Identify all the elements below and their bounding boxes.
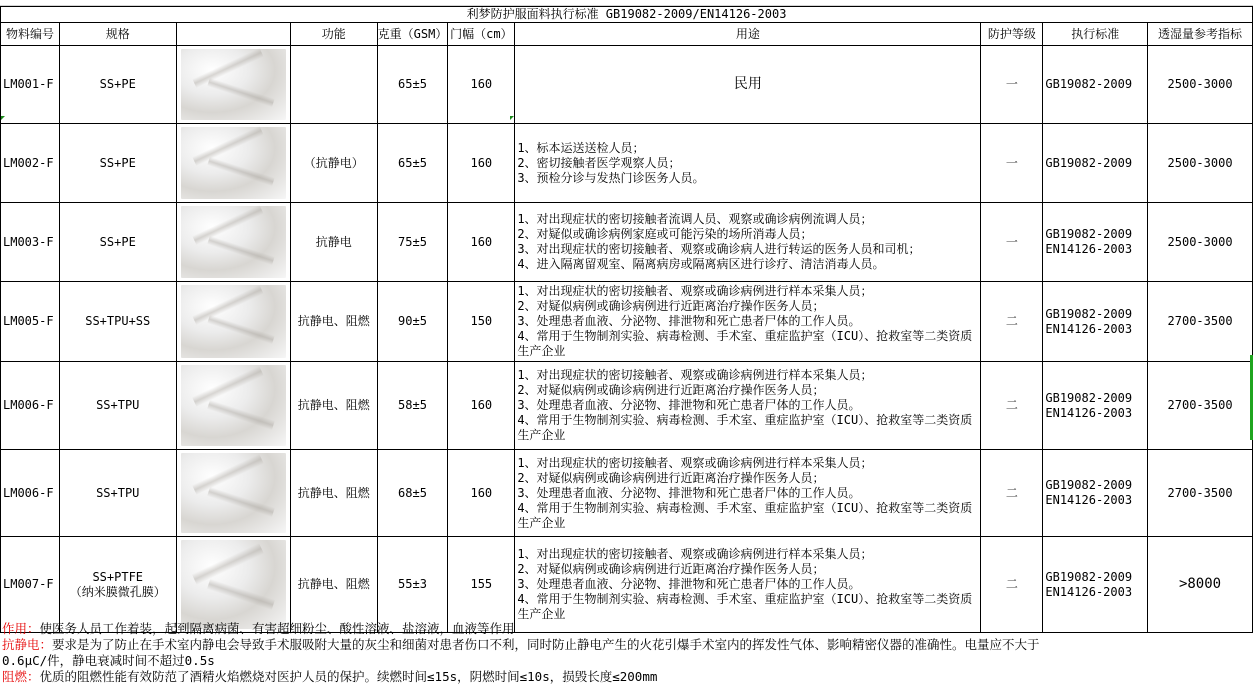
row-weight-cell[interactable]: 75±5 — [377, 203, 448, 282]
row-standard-cell[interactable]: GB19082-2009 — [1043, 124, 1148, 203]
row-width-cell[interactable]: 155 — [448, 537, 515, 633]
row-image-cell[interactable] — [176, 124, 290, 203]
row-weight-cell[interactable]: 65±5 — [377, 46, 448, 124]
row-function-cell[interactable]: （抗静电） — [290, 124, 377, 203]
row-weight-cell[interactable]: 68±5 — [377, 450, 448, 537]
row-moisture-cell[interactable]: 2500-3000 — [1148, 124, 1253, 203]
header-image[interactable] — [176, 23, 290, 46]
table-row — [1, 124, 1253, 203]
note-line — [0, 653, 1253, 669]
note-label: 抗静电： — [2, 637, 53, 652]
row-function-cell[interactable]: 抗静电、阻燃 — [290, 450, 377, 537]
row-function-cell[interactable]: 抗静电 — [290, 203, 377, 282]
table-row — [1, 362, 1253, 450]
row-function-cell[interactable]: 抗静电、阻燃 — [290, 362, 377, 450]
row-standard-cell[interactable]: GB19082-2009 — [1043, 46, 1148, 124]
row-spec-cell[interactable]: SS+PE — [59, 124, 176, 203]
header-use[interactable]: 用途 — [515, 23, 981, 46]
row-use-cell[interactable]: 1、对出现症状的密切接触者、观察或确诊病例进行样本采集人员； 2、对疑似病例或确诊病例进行近距离治疗操作医务人员； 3、处理患者血液、分泌物、排泄物和死亡患者尸体的工作人员。 4、常用于生物制剂实验、病毒检测、手术室、重症监护室（ICU）、抢救室等二类资质生产企业 — [515, 282, 981, 362]
row-moisture-cell[interactable]: 2700-3500 — [1148, 282, 1253, 362]
note-label: 阻燃： — [2, 669, 40, 684]
row-weight-cell[interactable]: 90±5 — [377, 282, 448, 362]
row-spec-cell[interactable]: SS+PTFE （纳米膜微孔膜） — [59, 537, 176, 633]
table-row — [1, 537, 1253, 633]
row-width-cell[interactable]: 160 — [448, 450, 515, 537]
note-text: 使医务人员工作着装，起到隔离病菌、有害超细粉尘、酸性溶液、盐溶液，血液等作用 — [39, 621, 515, 636]
row-standard-cell[interactable]: GB19082-2009 EN14126-2003 — [1043, 450, 1148, 537]
row-use-cell[interactable]: 1、标本运送送检人员； 2、密切接触者医学观察人员； 3、预检分诊与发热门诊医务人员。 — [515, 124, 981, 203]
row-image-cell[interactable] — [176, 46, 290, 124]
row-image-cell[interactable] — [176, 450, 290, 537]
note-line — [0, 669, 1253, 685]
row-standard-cell[interactable]: GB19082-2009 EN14126-2003 — [1043, 203, 1148, 282]
row-moisture-cell[interactable]: 2500-3000 — [1148, 203, 1253, 282]
row-weight-cell[interactable]: 55±3 — [377, 537, 448, 633]
header-weight[interactable]: 克重（GSM） — [377, 23, 448, 46]
fabric-sample-image[interactable] — [181, 206, 286, 278]
row-spec-cell[interactable]: SS+TPU+SS — [59, 282, 176, 362]
row-moisture-cell[interactable]: 2700-3500 — [1148, 362, 1253, 450]
row-moisture-cell[interactable]: >8000 — [1148, 537, 1253, 633]
row-function-cell[interactable]: 抗静电、阻燃 — [290, 282, 377, 362]
row-moisture-cell[interactable]: 2700-3500 — [1148, 450, 1253, 537]
row-image-cell[interactable] — [176, 537, 290, 633]
row-code-cell[interactable]: LM006-F — [1, 362, 60, 450]
comment-marker — [1, 116, 5, 120]
row-standard-cell[interactable]: GB19082-2009 EN14126-2003 — [1043, 362, 1148, 450]
note-line — [0, 621, 1253, 637]
row-spec-cell[interactable]: SS+PE — [59, 46, 176, 124]
row-width-cell[interactable]: 150 — [448, 282, 515, 362]
row-level-cell[interactable]: 一 — [981, 46, 1043, 124]
row-use-cell[interactable]: 1、对出现症状的密切接触者、观察或确诊病例进行样本采集人员； 2、对疑似病例或确诊病例进行近距离治疗操作医务人员； 3、处理患者血液、分泌物、排泄物和死亡患者尸体的工作人员。 4、常用于生物制剂实验、病毒检测、手术室、重症监护室（ICU）、抢救室等二类资质生产企业 — [515, 537, 981, 633]
row-image-cell[interactable] — [176, 203, 290, 282]
row-moisture-cell[interactable]: 2500-3000 — [1148, 46, 1253, 124]
row-standard-cell[interactable]: GB19082-2009 EN14126-2003 — [1043, 537, 1148, 633]
row-function-cell[interactable]: 抗静电、阻燃 — [290, 537, 377, 633]
note-label: 作用： — [2, 621, 40, 636]
row-use-cell[interactable]: 民用 — [515, 46, 981, 124]
table-row — [1, 203, 1253, 282]
row-use-cell[interactable]: 1、对出现症状的密切接触者、观察或确诊病例进行样本采集人员； 2、对疑似病例或确诊病例进行近距离治疗操作医务人员； 3、处理患者血液、分泌物、排泄物和死亡患者尸体的工作人员。 4、常用于生物制剂实验、病毒检测、手术室、重症监护室（ICU）、抢救室等二类资质生产企业 — [515, 450, 981, 537]
row-spec-cell[interactable]: SS+PE — [59, 203, 176, 282]
header-code[interactable]: 物料编号 — [1, 23, 60, 46]
row-level-cell[interactable]: 二 — [981, 450, 1043, 537]
row-width-cell[interactable]: 160 — [448, 46, 515, 124]
table-title[interactable]: 利梦防护服面料执行标准 GB19082-2009/EN14126-2003 — [1, 7, 1253, 23]
row-weight-cell[interactable]: 58±5 — [377, 362, 448, 450]
notes-section — [0, 621, 1253, 685]
row-spec-cell[interactable]: SS+TPU — [59, 450, 176, 537]
row-image-cell[interactable] — [176, 362, 290, 450]
header-level[interactable]: 防护等级 — [981, 23, 1043, 46]
row-code-cell[interactable]: LM005-F — [1, 282, 60, 362]
row-spec-cell[interactable]: SS+TPU — [59, 362, 176, 450]
fabric-sample-image[interactable] — [181, 49, 286, 120]
row-code-cell[interactable]: LM003-F — [1, 203, 60, 282]
table-body — [1, 46, 1253, 633]
row-level-cell[interactable]: 二 — [981, 537, 1043, 633]
row-code-cell[interactable]: LM007-F — [1, 537, 60, 633]
header-row — [1, 23, 1253, 46]
row-level-cell[interactable]: 一 — [981, 124, 1043, 203]
header-standard[interactable]: 执行标准 — [1043, 23, 1148, 46]
comment-marker — [510, 116, 514, 120]
row-level-cell[interactable]: 二 — [981, 282, 1043, 362]
row-code-cell[interactable]: LM002-F — [1, 124, 60, 203]
header-function[interactable]: 功能 — [290, 23, 377, 46]
row-width-cell[interactable]: 160 — [448, 362, 515, 450]
row-use-cell[interactable]: 1、对出现症状的密切接触者流调人员、观察或确诊病例流调人员； 2、对疑似或确诊病例家庭或可能污染的场所消毒人员； 3、对出现症状的密切接触者、观察或确诊病人进行转运的医务人员和司机； 4、进入隔离留观室、隔离病房或隔离病区进行诊疗、清洁消毒人员。 — [515, 203, 981, 282]
row-use-cell[interactable]: 1、对出现症状的密切接触者、观察或确诊病例进行样本采集人员； 2、对疑似病例或确诊病例进行近距离治疗操作医务人员； 3、处理患者血液、分泌物、排泄物和死亡患者尸体的工作人员。 4、常用于生物制剂实验、病毒检测、手术室、重症监护室（ICU）、抢救室等二类资质生产企业 — [515, 362, 981, 450]
note-text: 0.6μC/件，静电衰减时间不超过0.5s — [2, 653, 215, 668]
fabric-sample-image[interactable] — [181, 453, 286, 533]
standards-table — [0, 6, 1253, 633]
header-width[interactable]: 门幅（cm） — [448, 23, 515, 46]
row-level-cell[interactable]: 一 — [981, 203, 1043, 282]
row-weight-cell[interactable]: 65±5 — [377, 124, 448, 203]
fabric-sample-image[interactable] — [181, 365, 286, 446]
row-image-cell[interactable] — [176, 282, 290, 362]
fabric-sample-image[interactable] — [181, 127, 286, 199]
row-width-cell[interactable]: 160 — [448, 203, 515, 282]
table-row — [1, 282, 1253, 362]
header-spec[interactable]: 规格 — [59, 23, 176, 46]
note-line — [0, 637, 1253, 653]
row-code-cell[interactable]: LM001-F — [1, 46, 60, 124]
table-row — [1, 450, 1253, 537]
row-level-cell[interactable]: 二 — [981, 362, 1043, 450]
row-width-cell[interactable]: 160 — [448, 124, 515, 203]
fabric-sample-image[interactable] — [181, 285, 286, 358]
row-function-cell[interactable] — [290, 46, 377, 124]
table-row — [1, 46, 1253, 124]
note-text: 要求是为了防止在手术室内静电会导致手术服吸附大量的灰尘和细菌对患者伤口不利，同时防止静电产生的火花引爆手术室内的挥发性气体、影响精密仪器的准确性。电量应不大于 — [52, 637, 1040, 652]
note-text: 优质的阻燃性能有效防范了酒精火焰燃烧对医护人员的保护。续燃时间≤15s，阴燃时间≤10s，损毁长度≤200mm — [39, 669, 658, 684]
header-moisture[interactable]: 透湿量参考指标 — [1148, 23, 1253, 46]
fabric-sample-image[interactable] — [181, 540, 286, 629]
row-standard-cell[interactable]: GB19082-2009 EN14126-2003 — [1043, 282, 1148, 362]
row-code-cell[interactable]: LM006-F — [1, 450, 60, 537]
